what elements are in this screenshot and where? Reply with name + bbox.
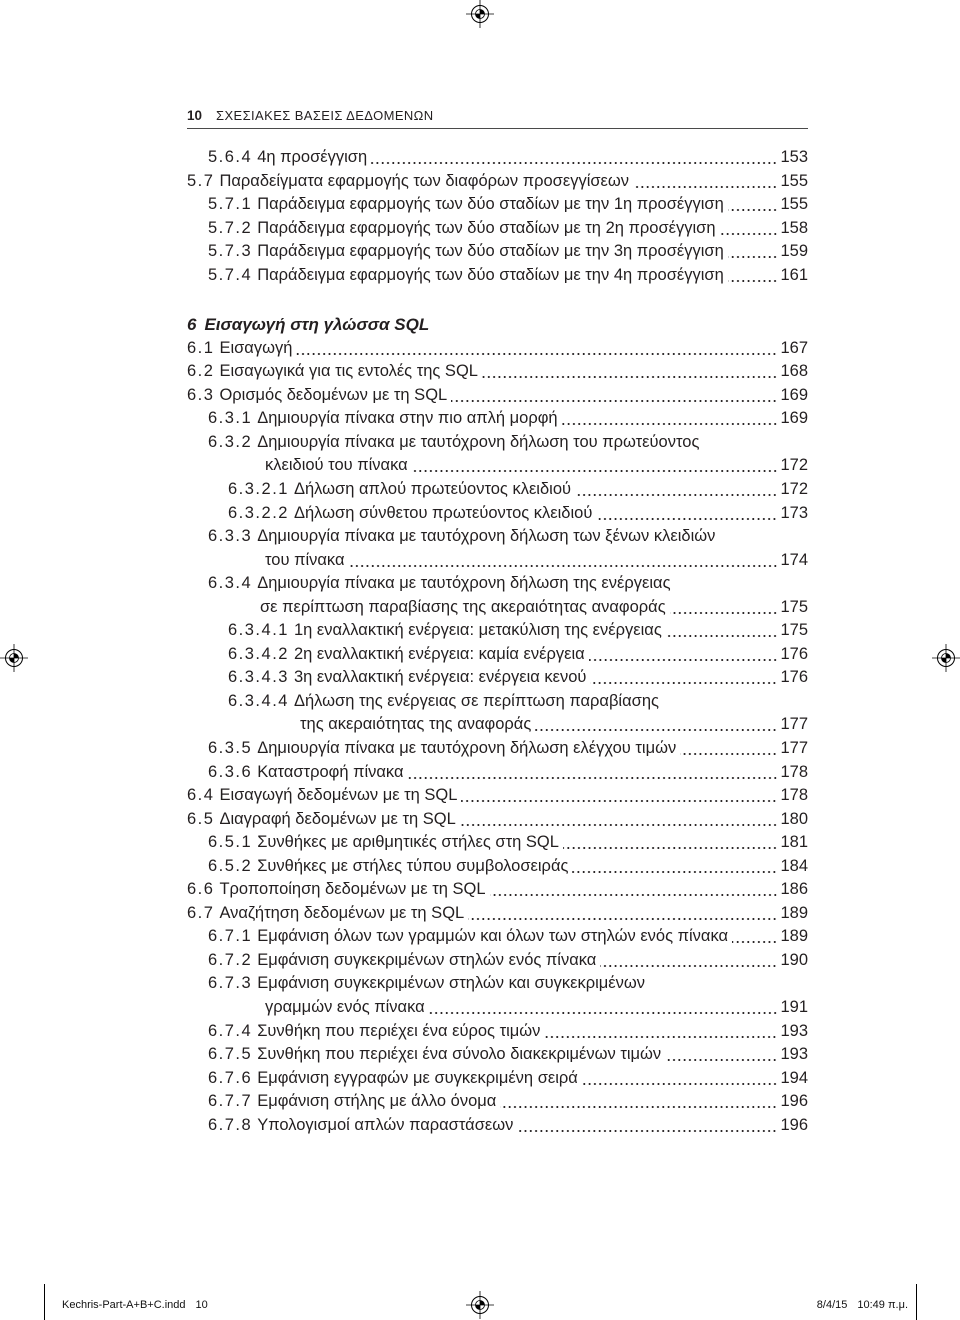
leader-dots bbox=[429, 996, 778, 1020]
entry-title-continuation: σε περίπτωση παραβίασης της ακεραιότητας αναφοράς bbox=[260, 597, 666, 616]
leader-dots bbox=[582, 1067, 778, 1091]
entry-page: 191 bbox=[780, 998, 808, 1017]
entry-title: Παράδειγμα εφαρμογής των δύο σταδίων με την 4η προσέγγιση bbox=[257, 265, 724, 284]
entry-number: 6.3.4.2 bbox=[228, 644, 289, 663]
entry-title: Εισαγωγή bbox=[219, 338, 293, 357]
entry-number: 6.3.4 bbox=[208, 574, 253, 593]
leader-dots bbox=[728, 240, 778, 264]
entry-page: 172 bbox=[780, 480, 808, 498]
entry-page: 158 bbox=[780, 218, 808, 237]
entry-title-continuation: του πίνακα bbox=[265, 550, 345, 569]
registration-mark-icon bbox=[932, 644, 960, 672]
entry-number: 6.3.3 bbox=[208, 527, 253, 546]
entry-title-continuation: της ακεραιότητας της αναφοράς bbox=[300, 715, 532, 734]
toc-entry bbox=[0, 572, 808, 596]
entry-page: 184 bbox=[780, 856, 808, 875]
leader-dots bbox=[575, 478, 777, 502]
entry-page: 159 bbox=[780, 242, 808, 261]
toc-entry bbox=[0, 525, 808, 549]
entry-title: 3η εναλλακτική ενέργεια: ενέργεια κενού bbox=[293, 668, 587, 687]
toc-entry bbox=[0, 407, 808, 431]
leader-dots bbox=[600, 949, 777, 973]
crop-mark bbox=[916, 1284, 917, 1320]
entry-number: 6.3.1 bbox=[208, 409, 253, 428]
entry-page: 178 bbox=[780, 762, 808, 781]
header-page-number: 10 bbox=[187, 107, 203, 123]
entry-page: 177 bbox=[780, 739, 808, 758]
entry-page: 155 bbox=[780, 171, 808, 190]
toc-entry bbox=[0, 337, 808, 361]
entry-number: 6.7.7 bbox=[208, 1092, 253, 1111]
entry-number: 6.1 bbox=[187, 338, 215, 357]
leader-dots bbox=[296, 337, 777, 361]
leader-dots bbox=[563, 831, 778, 855]
toc-entry bbox=[0, 808, 808, 832]
toc-entry bbox=[0, 360, 808, 384]
toc-entry bbox=[0, 902, 808, 926]
toc-entry bbox=[0, 502, 808, 526]
entry-number: 6.4 bbox=[187, 786, 215, 805]
entry-page: 172 bbox=[780, 456, 808, 475]
entry-page: 153 bbox=[780, 148, 808, 166]
leader-dots bbox=[460, 808, 778, 832]
toc-entry bbox=[0, 193, 808, 217]
toc-entry bbox=[0, 384, 808, 408]
entry-page: 189 bbox=[780, 903, 808, 922]
toc-entry bbox=[0, 855, 808, 879]
entry-number: 6.7.3 bbox=[208, 974, 253, 993]
entry-number: 6.3 bbox=[187, 385, 215, 404]
leader-dots bbox=[408, 761, 778, 785]
entry-page: 175 bbox=[780, 597, 808, 616]
toc-entry bbox=[0, 972, 808, 996]
entry-number: 6.2 bbox=[187, 362, 215, 381]
entry-number: 6.3.5 bbox=[208, 739, 253, 758]
leader-dots bbox=[544, 1020, 777, 1044]
entry-page: 173 bbox=[780, 503, 808, 522]
entry-number: 5.7.2 bbox=[208, 218, 253, 237]
entry-title: Εμφάνιση όλων των γραμμών και όλων των στηλών ενός πίνακα bbox=[257, 927, 729, 946]
leader-dots bbox=[562, 407, 778, 431]
toc-entry bbox=[0, 1043, 808, 1067]
leader-dots bbox=[572, 855, 777, 879]
toc-entry bbox=[0, 431, 808, 455]
leader-dots bbox=[728, 264, 778, 288]
entry-page: 186 bbox=[780, 880, 808, 899]
running-header bbox=[187, 104, 434, 126]
toc-entry bbox=[0, 1090, 808, 1114]
entry-number: 5.6.4 bbox=[208, 148, 253, 166]
entry-number: 6.7.2 bbox=[208, 950, 253, 969]
entry-page: 196 bbox=[780, 1092, 808, 1111]
entry-number: 6.5 bbox=[187, 809, 215, 828]
entry-number: 5.7.3 bbox=[208, 242, 253, 261]
entry-number: 6.3.6 bbox=[208, 762, 253, 781]
entry-page: 193 bbox=[780, 1045, 808, 1064]
toc-entry bbox=[0, 666, 808, 690]
slug-filename: Kechris-Part-A+B+C.indd bbox=[62, 1299, 186, 1311]
entry-title: Συνθήκες με στήλες τύπου συμβολοσειράς bbox=[257, 856, 569, 875]
entry-page: 155 bbox=[780, 195, 808, 214]
entry-page: 180 bbox=[780, 809, 808, 828]
leader-dots bbox=[412, 454, 778, 478]
entry-number: 6.5.1 bbox=[208, 833, 253, 852]
entry-page: 161 bbox=[780, 265, 808, 284]
entry-number: 6.7.1 bbox=[208, 927, 253, 946]
entry-page: 174 bbox=[780, 550, 808, 569]
toc-entry bbox=[0, 217, 808, 241]
leader-dots bbox=[461, 784, 777, 808]
leader-dots bbox=[590, 666, 777, 690]
leader-dots bbox=[349, 549, 778, 573]
toc-entry bbox=[0, 1114, 808, 1138]
slug-timestamp bbox=[817, 1297, 908, 1313]
entry-page: 169 bbox=[780, 385, 808, 404]
toc-entry bbox=[0, 761, 808, 785]
entry-page: 167 bbox=[780, 338, 808, 357]
entry-title: Δημιουργία πίνακα με ταυτόχρονη δήλωση του πρωτεύοντος bbox=[257, 432, 700, 451]
entry-number: 5.7 bbox=[187, 171, 215, 190]
entry-number: 5.7.4 bbox=[208, 265, 253, 284]
toc-entry bbox=[0, 949, 808, 973]
leader-dots bbox=[589, 643, 778, 667]
section-gap bbox=[0, 287, 808, 313]
header-running-title: ΣΧΕΣΙΑΚΕΣ ΒΑΣΕΙΣ ΔΕΔΟΜΕΝΩΝ bbox=[216, 107, 434, 123]
entry-page: 176 bbox=[780, 668, 808, 687]
slug-file-info bbox=[62, 1297, 208, 1313]
entry-title: Συνθήκη που περιέχει ένα σύνολο διακεκριμένων τιμών bbox=[257, 1045, 662, 1064]
entry-number: 5.7.1 bbox=[208, 195, 253, 214]
entry-page: 176 bbox=[780, 644, 808, 663]
entry-number: 6.3.4.3 bbox=[228, 668, 289, 687]
entry-title: Καταστροφή πίνακα bbox=[257, 762, 404, 781]
entry-number: 6.5.2 bbox=[208, 856, 253, 875]
toc-entry bbox=[0, 925, 808, 949]
entry-number: 6.7.6 bbox=[208, 1068, 253, 1087]
toc-entry-continuation bbox=[0, 596, 808, 620]
entry-title-continuation: γραμμών ενός πίνακα bbox=[265, 998, 425, 1017]
entry-title: Υπολογισμοί απλών παραστάσεων bbox=[257, 1115, 514, 1134]
toc-entry bbox=[0, 619, 808, 643]
slug-date: 8/4/15 bbox=[816, 1299, 848, 1311]
entry-number: 6.3.4.4 bbox=[228, 691, 289, 710]
leader-dots bbox=[490, 878, 778, 902]
entry-title: Εισαγωγικά για τις εντολές της SQL bbox=[219, 362, 478, 381]
leader-dots bbox=[371, 146, 777, 170]
toc-entry bbox=[0, 690, 808, 714]
entry-title: Εμφάνιση στήλης με άλλο όνομα bbox=[257, 1092, 497, 1111]
entry-title-continuation: κλειδιού του πίνακα bbox=[265, 456, 408, 475]
registration-mark-icon bbox=[466, 1291, 494, 1319]
toc-entry-continuation bbox=[0, 454, 808, 478]
entry-title: Εμφάνιση συγκεκριμένων στηλών ενός πίνακα bbox=[257, 950, 597, 969]
toc-entry bbox=[0, 784, 808, 808]
entry-page: 196 bbox=[780, 1115, 808, 1134]
entry-title: Παράδειγμα εφαρμογής των δύο σταδίων με τη 2η προσέγγιση bbox=[257, 218, 716, 237]
entry-title: Παράδειγμα εφαρμογής των δύο σταδίων με την 3η προσέγγιση bbox=[257, 242, 724, 261]
entry-page: 178 bbox=[780, 786, 808, 805]
leader-dots bbox=[468, 902, 777, 926]
leader-dots bbox=[666, 619, 778, 643]
entry-title: Εισαγωγή δεδομένων με τη SQL bbox=[219, 786, 458, 805]
chapter-title: Εισαγωγή στη γλώσσα SQL bbox=[204, 315, 430, 335]
table-of-contents bbox=[0, 146, 808, 1137]
entry-number: 6.3.2.2 bbox=[228, 503, 289, 522]
header-rule bbox=[187, 128, 808, 129]
chapter-number: 6 bbox=[187, 315, 197, 335]
entry-page: 168 bbox=[780, 362, 808, 381]
entry-title: Τροποποίηση δεδομένων με τη SQL bbox=[219, 880, 486, 899]
entry-page: 190 bbox=[780, 950, 808, 969]
leader-dots bbox=[680, 737, 777, 761]
entry-number: 6.7.4 bbox=[208, 1021, 253, 1040]
entry-title: Παράδειγμα εφαρμογής των δύο σταδίων με την 1η προσέγγιση bbox=[257, 195, 724, 214]
entry-title: Παραδείγματα εφαρμογής των διαφόρων προσεγγίσεων bbox=[219, 171, 630, 190]
entry-title: Δήλωση της ενέργειας σε περίπτωση παραβίασης bbox=[293, 691, 659, 710]
toc-entry bbox=[0, 878, 808, 902]
entry-page: 193 bbox=[780, 1021, 808, 1040]
leader-dots bbox=[535, 713, 777, 737]
entry-number: 6.7.8 bbox=[208, 1115, 253, 1134]
leader-dots bbox=[451, 384, 777, 408]
entry-title: Δήλωση σύνθετου πρωτεύοντος κλειδιού bbox=[293, 503, 593, 522]
entry-title: Δημιουργία πίνακα με ταυτόχρονη δήλωση ελέγχου τιμών bbox=[257, 739, 677, 758]
entry-number: 6.3.2.1 bbox=[228, 480, 289, 498]
entry-title: Δήλωση απλού πρωτεύοντος κλειδιού bbox=[293, 480, 572, 498]
entry-title: Συνθήκη που περιέχει ένα εύρος τιμών bbox=[257, 1021, 541, 1040]
entry-title: 1η εναλλακτική ενέργεια: μετακύλιση της ενέργειας bbox=[293, 621, 662, 640]
leader-dots bbox=[665, 1043, 777, 1067]
entry-title: Αναζήτηση δεδομένων με τη SQL bbox=[219, 903, 465, 922]
toc-entry bbox=[0, 240, 808, 264]
entry-page: 169 bbox=[780, 409, 808, 428]
entry-title: Εμφάνιση εγγραφών με συγκεκριμένη σειρά bbox=[257, 1068, 578, 1087]
leader-dots bbox=[500, 1090, 777, 1114]
entry-title: Δημιουργία πίνακα με ταυτόχρονη δήλωση των ξένων κλειδιών bbox=[257, 527, 716, 546]
toc-entry-continuation bbox=[0, 996, 808, 1020]
toc-entry bbox=[0, 831, 808, 855]
entry-title: Εμφάνιση συγκεκριμένων στηλών και συγκεκριμένων bbox=[257, 974, 646, 993]
entry-number: 6.3.4.1 bbox=[228, 621, 289, 640]
toc-entry bbox=[0, 264, 808, 288]
slug-time: 10:49 π.μ. bbox=[857, 1299, 908, 1311]
registration-mark-icon bbox=[466, 0, 494, 28]
entry-title: 2η εναλλακτική ενέργεια: καμία ενέργεια bbox=[293, 644, 585, 663]
toc-entry bbox=[0, 643, 808, 667]
entry-page: 181 bbox=[780, 833, 808, 852]
toc-entry-continuation bbox=[0, 713, 808, 737]
toc-entry-continuation bbox=[0, 549, 808, 573]
entry-page: 175 bbox=[780, 621, 808, 640]
entry-page: 177 bbox=[780, 715, 808, 734]
entry-title: Ορισμός δεδομένων με τη SQL bbox=[219, 385, 448, 404]
entry-number: 6.6 bbox=[187, 880, 215, 899]
leader-dots bbox=[482, 360, 778, 384]
toc-entry bbox=[0, 170, 808, 194]
leader-dots bbox=[732, 925, 777, 949]
entry-title: Διαγραφή δεδομένων με τη SQL bbox=[219, 809, 456, 828]
chapter-heading bbox=[0, 313, 808, 337]
leader-dots bbox=[517, 1114, 777, 1138]
entry-title: Δημιουργία πίνακα στην πιο απλή μορφή bbox=[257, 409, 558, 428]
entry-title: Δημιουργία πίνακα με ταυτόχρονη δήλωση της ενέργειας bbox=[257, 574, 671, 593]
toc-entry bbox=[0, 1020, 808, 1044]
entry-page: 194 bbox=[780, 1068, 808, 1087]
leader-dots bbox=[633, 170, 777, 194]
slug-page: 10 bbox=[195, 1299, 208, 1311]
entry-number: 6.7 bbox=[187, 903, 215, 922]
entry-title: 4η προσέγγιση bbox=[257, 148, 368, 166]
entry-page: 189 bbox=[780, 927, 808, 946]
leader-dots bbox=[596, 502, 777, 526]
leader-dots bbox=[728, 193, 778, 217]
leader-dots bbox=[720, 217, 778, 241]
toc-entry bbox=[0, 1067, 808, 1091]
toc-entry bbox=[0, 146, 808, 170]
entry-number: 6.3.2 bbox=[208, 432, 253, 451]
toc-entry bbox=[0, 737, 808, 761]
toc-entry bbox=[0, 478, 808, 502]
entry-number: 6.7.5 bbox=[208, 1045, 253, 1064]
entry-title: Συνθήκες με αριθμητικές στήλες στη SQL bbox=[257, 833, 559, 852]
leader-dots bbox=[670, 596, 778, 620]
crop-mark bbox=[44, 1284, 45, 1320]
